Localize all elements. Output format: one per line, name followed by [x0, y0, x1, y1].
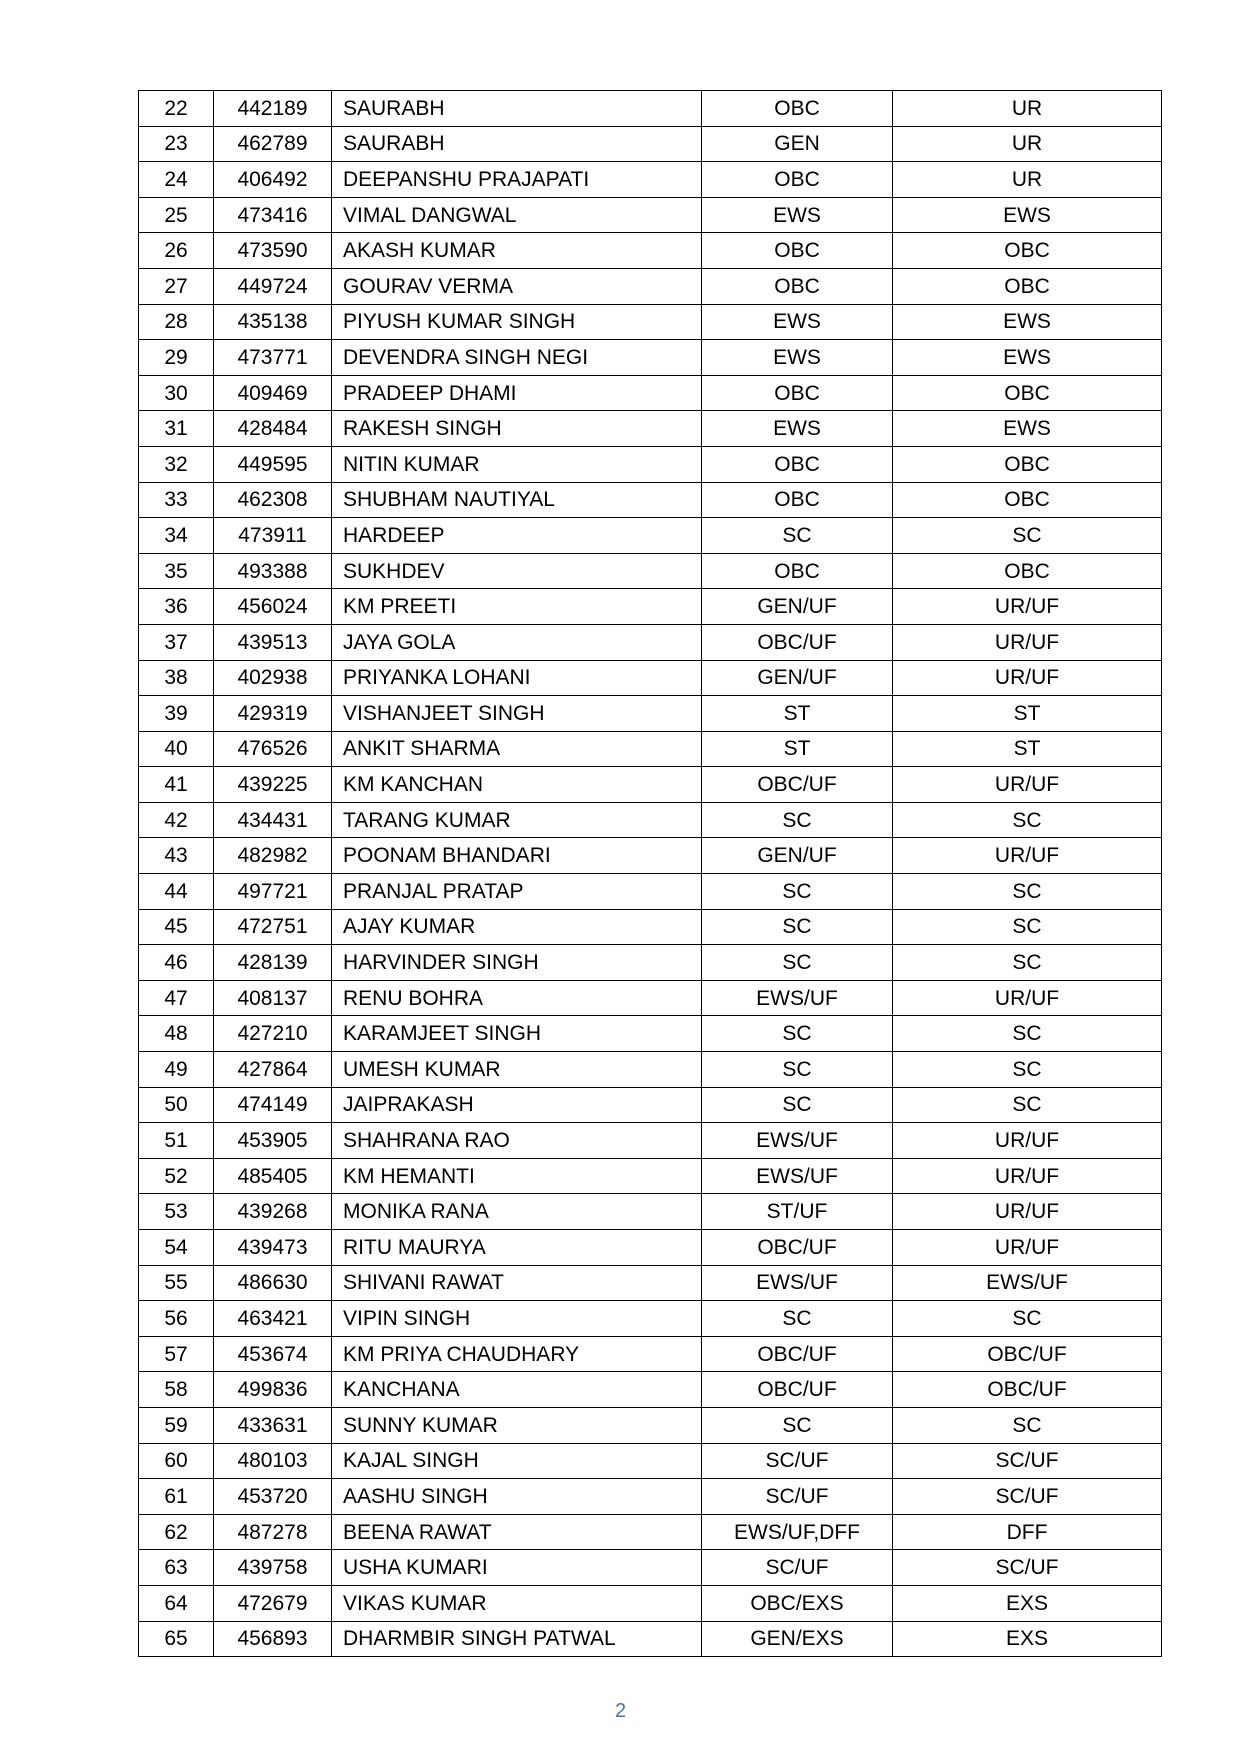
- selected-category-cell: UR: [893, 126, 1162, 162]
- roll-number-cell: 462789: [214, 126, 332, 162]
- candidate-name-cell: AASHU SINGH: [332, 1479, 702, 1515]
- table-row: [139, 197, 1162, 233]
- candidate-name-cell: RENU BOHRA: [332, 980, 702, 1016]
- table-row: [139, 233, 1162, 269]
- candidate-name-cell: KM PREETI: [332, 589, 702, 625]
- candidate-name-cell: PRANJAL PRATAP: [332, 874, 702, 910]
- serial-number-cell: 32: [139, 446, 214, 482]
- table-row: [139, 1621, 1162, 1657]
- category-cell: OBC/UF: [702, 767, 893, 803]
- selected-category-cell: SC: [893, 1016, 1162, 1052]
- selected-category-cell: DFF: [893, 1514, 1162, 1550]
- category-cell: EWS: [702, 197, 893, 233]
- candidate-name-cell: PRADEEP DHAMI: [332, 375, 702, 411]
- selected-category-cell: OBC: [893, 233, 1162, 269]
- selected-category-cell: EXS: [893, 1621, 1162, 1657]
- category-cell: GEN/UF: [702, 838, 893, 874]
- category-cell: SC: [702, 1301, 893, 1337]
- category-cell: ST/UF: [702, 1194, 893, 1230]
- roll-number-cell: 433631: [214, 1407, 332, 1443]
- serial-number-cell: 22: [139, 91, 214, 127]
- table-row: [139, 1479, 1162, 1515]
- selected-category-cell: SC: [893, 1301, 1162, 1337]
- serial-number-cell: 62: [139, 1514, 214, 1550]
- table-row: [139, 767, 1162, 803]
- selected-category-cell: UR/UF: [893, 767, 1162, 803]
- selected-category-cell: EWS: [893, 197, 1162, 233]
- category-cell: OBC: [702, 446, 893, 482]
- category-cell: OBC: [702, 233, 893, 269]
- table-row: [139, 1194, 1162, 1230]
- category-cell: OBC: [702, 91, 893, 127]
- candidate-name-cell: DEEPANSHU PRAJAPATI: [332, 162, 702, 198]
- category-cell: SC: [702, 1016, 893, 1052]
- serial-number-cell: 40: [139, 731, 214, 767]
- selected-category-cell: UR/UF: [893, 660, 1162, 696]
- roll-number-cell: 439758: [214, 1550, 332, 1586]
- serial-number-cell: 64: [139, 1585, 214, 1621]
- table-row: [139, 1443, 1162, 1479]
- serial-number-cell: 54: [139, 1230, 214, 1266]
- selected-category-cell: EWS: [893, 340, 1162, 376]
- serial-number-cell: 50: [139, 1087, 214, 1123]
- category-cell: ST: [702, 731, 893, 767]
- candidate-name-cell: VIPIN SINGH: [332, 1301, 702, 1337]
- roll-number-cell: 473416: [214, 197, 332, 233]
- table-row: [139, 1372, 1162, 1408]
- selected-category-cell: ST: [893, 696, 1162, 732]
- roll-number-cell: 476526: [214, 731, 332, 767]
- roll-number-cell: 439225: [214, 767, 332, 803]
- table-row: [139, 589, 1162, 625]
- candidate-name-cell: MONIKA RANA: [332, 1194, 702, 1230]
- category-cell: EWS/UF: [702, 1158, 893, 1194]
- table-row: [139, 1407, 1162, 1443]
- candidate-name-cell: KARAMJEET SINGH: [332, 1016, 702, 1052]
- category-cell: OBC: [702, 375, 893, 411]
- serial-number-cell: 37: [139, 624, 214, 660]
- serial-number-cell: 65: [139, 1621, 214, 1657]
- category-cell: OBC: [702, 162, 893, 198]
- table-row: [139, 375, 1162, 411]
- category-cell: EWS/UF: [702, 980, 893, 1016]
- candidate-name-cell: SAURABH: [332, 91, 702, 127]
- category-cell: OBC: [702, 482, 893, 518]
- candidate-name-cell: VISHANJEET SINGH: [332, 696, 702, 732]
- candidate-name-cell: RAKESH SINGH: [332, 411, 702, 447]
- roll-number-cell: 456893: [214, 1621, 332, 1657]
- serial-number-cell: 41: [139, 767, 214, 803]
- candidate-name-cell: KM KANCHAN: [332, 767, 702, 803]
- category-cell: OBC/UF: [702, 1336, 893, 1372]
- serial-number-cell: 27: [139, 268, 214, 304]
- table-row: [139, 1052, 1162, 1088]
- roll-number-cell: 472679: [214, 1585, 332, 1621]
- serial-number-cell: 56: [139, 1301, 214, 1337]
- serial-number-cell: 59: [139, 1407, 214, 1443]
- candidate-name-cell: POONAM BHANDARI: [332, 838, 702, 874]
- candidate-name-cell: UMESH KUMAR: [332, 1052, 702, 1088]
- selected-category-cell: UR/UF: [893, 980, 1162, 1016]
- table-row: [139, 838, 1162, 874]
- table-row: [139, 553, 1162, 589]
- candidate-name-cell: USHA KUMARI: [332, 1550, 702, 1586]
- roll-number-cell: 449724: [214, 268, 332, 304]
- candidate-name-cell: NITIN KUMAR: [332, 446, 702, 482]
- table-row: [139, 1016, 1162, 1052]
- selected-category-cell: UR: [893, 162, 1162, 198]
- selected-category-cell: UR/UF: [893, 838, 1162, 874]
- selected-category-cell: SC/UF: [893, 1443, 1162, 1479]
- table-row: [139, 1336, 1162, 1372]
- candidate-name-cell: ANKIT SHARMA: [332, 731, 702, 767]
- selected-category-cell: UR: [893, 91, 1162, 127]
- roll-number-cell: 406492: [214, 162, 332, 198]
- roll-number-cell: 453905: [214, 1123, 332, 1159]
- roll-number-cell: 408137: [214, 980, 332, 1016]
- roll-number-cell: 472751: [214, 909, 332, 945]
- roll-number-cell: 474149: [214, 1087, 332, 1123]
- table-row: [139, 980, 1162, 1016]
- selected-category-cell: SC: [893, 518, 1162, 554]
- roll-number-cell: 486630: [214, 1265, 332, 1301]
- table-row: [139, 660, 1162, 696]
- selected-category-cell: OBC: [893, 446, 1162, 482]
- selected-category-cell: SC: [893, 909, 1162, 945]
- category-cell: OBC/UF: [702, 624, 893, 660]
- serial-number-cell: 39: [139, 696, 214, 732]
- roll-number-cell: 449595: [214, 446, 332, 482]
- table-row: [139, 1585, 1162, 1621]
- category-cell: EWS: [702, 411, 893, 447]
- selected-category-cell: SC: [893, 945, 1162, 981]
- serial-number-cell: 46: [139, 945, 214, 981]
- selected-category-cell: EXS: [893, 1585, 1162, 1621]
- category-cell: SC: [702, 1052, 893, 1088]
- table-row: [139, 624, 1162, 660]
- table-row: [139, 162, 1162, 198]
- roll-number-cell: 493388: [214, 553, 332, 589]
- serial-number-cell: 51: [139, 1123, 214, 1159]
- selected-category-cell: OBC: [893, 482, 1162, 518]
- candidate-name-cell: VIKAS KUMAR: [332, 1585, 702, 1621]
- selected-category-cell: EWS: [893, 411, 1162, 447]
- table-row: [139, 482, 1162, 518]
- category-cell: SC: [702, 802, 893, 838]
- roll-number-cell: 439268: [214, 1194, 332, 1230]
- serial-number-cell: 60: [139, 1443, 214, 1479]
- serial-number-cell: 63: [139, 1550, 214, 1586]
- candidate-name-cell: SHAHRANA RAO: [332, 1123, 702, 1159]
- category-cell: OBC/UF: [702, 1230, 893, 1266]
- roll-number-cell: 463421: [214, 1301, 332, 1337]
- serial-number-cell: 43: [139, 838, 214, 874]
- candidate-name-cell: SUKHDEV: [332, 553, 702, 589]
- results-table-body: [139, 91, 1162, 1657]
- serial-number-cell: 36: [139, 589, 214, 625]
- candidate-name-cell: HARDEEP: [332, 518, 702, 554]
- table-row: [139, 268, 1162, 304]
- serial-number-cell: 48: [139, 1016, 214, 1052]
- serial-number-cell: 58: [139, 1372, 214, 1408]
- serial-number-cell: 45: [139, 909, 214, 945]
- table-row: [139, 1301, 1162, 1337]
- serial-number-cell: 44: [139, 874, 214, 910]
- serial-number-cell: 42: [139, 802, 214, 838]
- category-cell: GEN/EXS: [702, 1621, 893, 1657]
- category-cell: ST: [702, 696, 893, 732]
- category-cell: SC: [702, 1087, 893, 1123]
- selected-category-cell: UR/UF: [893, 1158, 1162, 1194]
- category-cell: SC/UF: [702, 1550, 893, 1586]
- selected-category-cell: OBC/UF: [893, 1372, 1162, 1408]
- category-cell: SC: [702, 909, 893, 945]
- candidate-name-cell: AJAY KUMAR: [332, 909, 702, 945]
- table-row: [139, 909, 1162, 945]
- table-row: [139, 874, 1162, 910]
- roll-number-cell: 429319: [214, 696, 332, 732]
- selected-category-cell: UR/UF: [893, 624, 1162, 660]
- roll-number-cell: 473771: [214, 340, 332, 376]
- roll-number-cell: 409469: [214, 375, 332, 411]
- selected-category-cell: SC: [893, 1052, 1162, 1088]
- selected-category-cell: UR/UF: [893, 1230, 1162, 1266]
- selected-category-cell: EWS: [893, 304, 1162, 340]
- candidate-name-cell: PRIYANKA LOHANI: [332, 660, 702, 696]
- selected-category-cell: SC/UF: [893, 1479, 1162, 1515]
- serial-number-cell: 30: [139, 375, 214, 411]
- serial-number-cell: 29: [139, 340, 214, 376]
- serial-number-cell: 25: [139, 197, 214, 233]
- roll-number-cell: 427864: [214, 1052, 332, 1088]
- serial-number-cell: 23: [139, 126, 214, 162]
- table-row: [139, 1123, 1162, 1159]
- table-row: [139, 518, 1162, 554]
- table-row: [139, 411, 1162, 447]
- serial-number-cell: 57: [139, 1336, 214, 1372]
- category-cell: SC: [702, 518, 893, 554]
- serial-number-cell: 47: [139, 980, 214, 1016]
- table-row: [139, 802, 1162, 838]
- table-row: [139, 1158, 1162, 1194]
- candidate-name-cell: JAIPRAKASH: [332, 1087, 702, 1123]
- candidate-name-cell: BEENA RAWAT: [332, 1514, 702, 1550]
- candidate-name-cell: JAYA GOLA: [332, 624, 702, 660]
- selected-category-cell: EWS/UF: [893, 1265, 1162, 1301]
- candidate-name-cell: SAURABH: [332, 126, 702, 162]
- category-cell: OBC: [702, 553, 893, 589]
- table-row: [139, 340, 1162, 376]
- candidate-name-cell: GOURAV VERMA: [332, 268, 702, 304]
- selected-category-cell: SC/UF: [893, 1550, 1162, 1586]
- serial-number-cell: 55: [139, 1265, 214, 1301]
- table-row: [139, 696, 1162, 732]
- candidate-name-cell: SUNNY KUMAR: [332, 1407, 702, 1443]
- selected-category-cell: UR/UF: [893, 1123, 1162, 1159]
- candidate-name-cell: AKASH KUMAR: [332, 233, 702, 269]
- table-row: [139, 1265, 1162, 1301]
- roll-number-cell: 497721: [214, 874, 332, 910]
- candidate-name-cell: KM HEMANTI: [332, 1158, 702, 1194]
- roll-number-cell: 442189: [214, 91, 332, 127]
- selected-category-cell: ST: [893, 731, 1162, 767]
- category-cell: SC: [702, 1407, 893, 1443]
- serial-number-cell: 53: [139, 1194, 214, 1230]
- page-number: 2: [614, 1700, 627, 1722]
- candidate-name-cell: SHUBHAM NAUTIYAL: [332, 482, 702, 518]
- roll-number-cell: 485405: [214, 1158, 332, 1194]
- serial-number-cell: 24: [139, 162, 214, 198]
- candidate-name-cell: HARVINDER SINGH: [332, 945, 702, 981]
- serial-number-cell: 31: [139, 411, 214, 447]
- category-cell: OBC: [702, 268, 893, 304]
- category-cell: GEN/UF: [702, 660, 893, 696]
- candidate-name-cell: TARANG KUMAR: [332, 802, 702, 838]
- serial-number-cell: 38: [139, 660, 214, 696]
- category-cell: EWS/UF: [702, 1123, 893, 1159]
- roll-number-cell: 428484: [214, 411, 332, 447]
- selected-category-cell: UR/UF: [893, 1194, 1162, 1230]
- roll-number-cell: 480103: [214, 1443, 332, 1479]
- roll-number-cell: 453674: [214, 1336, 332, 1372]
- candidate-name-cell: KM PRIYA CHAUDHARY: [332, 1336, 702, 1372]
- serial-number-cell: 52: [139, 1158, 214, 1194]
- table-row: [139, 126, 1162, 162]
- category-cell: EWS: [702, 340, 893, 376]
- candidate-name-cell: PIYUSH KUMAR SINGH: [332, 304, 702, 340]
- candidate-name-cell: DEVENDRA SINGH NEGI: [332, 340, 702, 376]
- serial-number-cell: 26: [139, 233, 214, 269]
- selected-category-cell: UR/UF: [893, 589, 1162, 625]
- table-row: [139, 1514, 1162, 1550]
- table-row: [139, 1550, 1162, 1586]
- candidate-name-cell: RITU MAURYA: [332, 1230, 702, 1266]
- category-cell: EWS/UF: [702, 1265, 893, 1301]
- roll-number-cell: 473590: [214, 233, 332, 269]
- roll-number-cell: 487278: [214, 1514, 332, 1550]
- serial-number-cell: 49: [139, 1052, 214, 1088]
- roll-number-cell: 462308: [214, 482, 332, 518]
- roll-number-cell: 434431: [214, 802, 332, 838]
- candidate-name-cell: DHARMBIR SINGH PATWAL: [332, 1621, 702, 1657]
- selected-category-cell: OBC: [893, 375, 1162, 411]
- serial-number-cell: 35: [139, 553, 214, 589]
- candidate-name-cell: VIMAL DANGWAL: [332, 197, 702, 233]
- results-table: [138, 90, 1162, 1657]
- category-cell: EWS: [702, 304, 893, 340]
- candidate-name-cell: SHIVANI RAWAT: [332, 1265, 702, 1301]
- table-row: [139, 91, 1162, 127]
- category-cell: GEN/UF: [702, 589, 893, 625]
- table-row: [139, 304, 1162, 340]
- table-row: [139, 731, 1162, 767]
- roll-number-cell: 439513: [214, 624, 332, 660]
- serial-number-cell: 61: [139, 1479, 214, 1515]
- roll-number-cell: 499836: [214, 1372, 332, 1408]
- selected-category-cell: SC: [893, 874, 1162, 910]
- roll-number-cell: 453720: [214, 1479, 332, 1515]
- roll-number-cell: 428139: [214, 945, 332, 981]
- roll-number-cell: 402938: [214, 660, 332, 696]
- selected-category-cell: OBC: [893, 268, 1162, 304]
- roll-number-cell: 482982: [214, 838, 332, 874]
- table-row: [139, 1230, 1162, 1266]
- candidate-name-cell: KAJAL SINGH: [332, 1443, 702, 1479]
- roll-number-cell: 427210: [214, 1016, 332, 1052]
- selected-category-cell: SC: [893, 802, 1162, 838]
- category-cell: SC/UF: [702, 1443, 893, 1479]
- category-cell: OBC/UF: [702, 1372, 893, 1408]
- category-cell: SC/UF: [702, 1479, 893, 1515]
- category-cell: SC: [702, 874, 893, 910]
- category-cell: SC: [702, 945, 893, 981]
- candidate-name-cell: KANCHANA: [332, 1372, 702, 1408]
- selected-category-cell: SC: [893, 1407, 1162, 1443]
- serial-number-cell: 33: [139, 482, 214, 518]
- selected-category-cell: SC: [893, 1087, 1162, 1123]
- roll-number-cell: 456024: [214, 589, 332, 625]
- selected-category-cell: OBC/UF: [893, 1336, 1162, 1372]
- table-row: [139, 1087, 1162, 1123]
- table-row: [139, 446, 1162, 482]
- roll-number-cell: 435138: [214, 304, 332, 340]
- selected-category-cell: OBC: [893, 553, 1162, 589]
- category-cell: EWS/UF,DFF: [702, 1514, 893, 1550]
- roll-number-cell: 473911: [214, 518, 332, 554]
- table-row: [139, 945, 1162, 981]
- serial-number-cell: 34: [139, 518, 214, 554]
- category-cell: OBC/EXS: [702, 1585, 893, 1621]
- serial-number-cell: 28: [139, 304, 214, 340]
- category-cell: GEN: [702, 126, 893, 162]
- roll-number-cell: 439473: [214, 1230, 332, 1266]
